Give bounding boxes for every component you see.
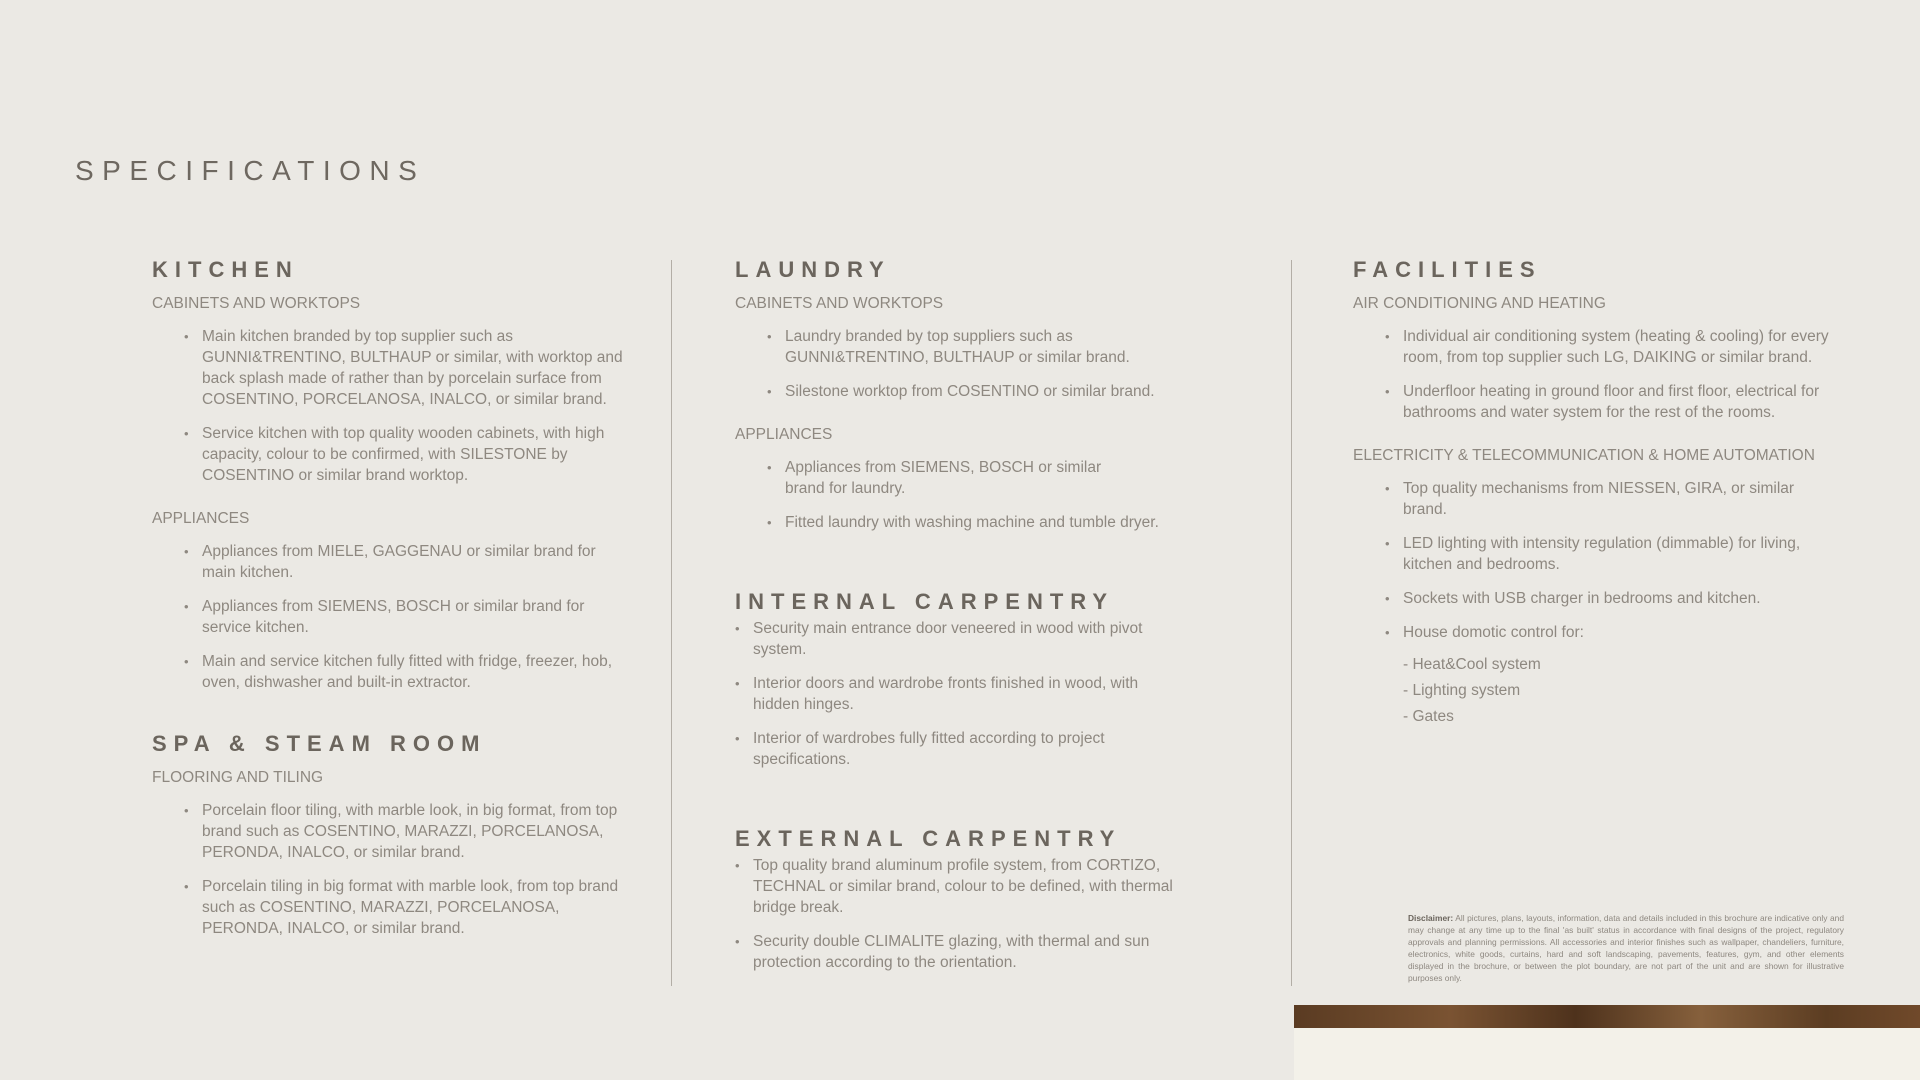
cream-panel (1294, 1028, 1920, 1080)
laundry-appliances-label: APPLIANCES (735, 426, 833, 443)
electricity-list (1353, 478, 1838, 643)
kitchen-cabinets-list (152, 326, 632, 486)
electricity-label: ELECTRICITY & TELECOMMUNICATION & HOME AUTOMATION (1353, 447, 1815, 464)
list-item: • House domotic control for: (1385, 622, 1838, 643)
laundry-appliances-list (735, 457, 1205, 533)
external-carpentry-title: EXTERNAL CARPENTRY (735, 826, 1122, 851)
list-item: • Security double CLIMALITE glazing, with thermal and sun protection according to the orientation. (735, 931, 1205, 973)
list-item: • Security main entrance door veneered in wood with pivot system. (735, 618, 1143, 660)
list-item: • Main and service kitchen fully fitted with fridge, freezer, hob, oven, dishwasher and built-in extractor. (184, 651, 632, 693)
external-carpentry-list (735, 855, 1205, 973)
column-divider (1291, 260, 1292, 986)
kitchen-appliances-list (152, 541, 632, 693)
disclaimer (1408, 912, 1844, 984)
disclaimer-text: All pictures, plans, layouts, information, data and details included in this brochure are indicative only and may change at any time up to the final 'as built' status in accordance with final designs of the project, regulatory approvals and planning permissions. All accessories and interior finishes such as wallpaper, chandeliers, furniture, electronics, white goods, curtains, hard and soft landscaping, pavements, features, gym, and other elements displayed in the brochure, or between the plot boundary, are not part of the unit and are shown for illustrative purposes only. (1408, 913, 1844, 983)
internal-carpentry-title: INTERNAL CARPENTRY (735, 589, 1115, 614)
spa-flooring-list (152, 800, 632, 939)
kitchen-title: KITCHEN (152, 257, 299, 282)
kitchen-appliances-label: APPLIANCES (152, 510, 250, 527)
column-divider (671, 260, 672, 986)
air-conditioning-label: AIR CONDITIONING AND HEATING (1353, 295, 1606, 312)
internal-carpentry-list (735, 618, 1205, 770)
page-title: SPECIFICATIONS (75, 155, 426, 186)
domotic-item: - Heat&Cool system (1403, 656, 1541, 673)
facilities-title: FACILITIES (1353, 257, 1542, 282)
domotic-list (1353, 652, 1838, 730)
list-item: • LED lighting with intensity regulation (dimmable) for living, kitchen and bedrooms. (1385, 533, 1838, 575)
list-item: • Main kitchen branded by top supplier such as GUNNI&TRENTINO, BULTHAUP or similar, with worktop and back splash made of rather than by porcelain surface from COSENTINO, PORCELANOSA, INALCO, or similar brand. (184, 326, 632, 410)
domotic-item: - Gates (1403, 708, 1454, 725)
wood-texture-strip (1294, 1005, 1920, 1028)
list-item: • Individual air conditioning system (heating & cooling) for every room, from top supplier such LG, DAIKING or similar brand. (1385, 326, 1838, 368)
list-item: • Top quality mechanisms from NIESSEN, GIRA, or similar brand. (1385, 478, 1838, 520)
list-item: • Porcelain floor tiling, with marble look, in big format, from top brand such as COSENTINO, MARAZZI, PORCELANOSA, PERONDA, INALCO, or similar brand. (184, 800, 632, 863)
domotic-item: - Lighting system (1403, 682, 1521, 699)
list-item: • Laundry branded by top suppliers such as GUNNI&TRENTINO, BULTHAUP or similar brand. (767, 326, 1145, 368)
list-item: • Underfloor heating in ground floor and first floor, electrical for bathrooms and water system for the rest of the rooms. (1385, 381, 1838, 423)
kitchen-spa-column (152, 256, 632, 952)
spa-flooring-label: FLOORING AND TILING (152, 769, 324, 786)
list-item: • Appliances from SIEMENS, BOSCH or similar brand for laundry. (767, 457, 1115, 499)
list-item: • Interior of wardrobes fully fitted according to project specifications. (735, 728, 1143, 770)
list-item: • Appliances from MIELE, GAGGENAU or similar brand for main kitchen. (184, 541, 632, 583)
laundry-cabinets-list (735, 326, 1205, 402)
laundry-carpentry-column (735, 256, 1205, 986)
air-conditioning-list (1353, 326, 1838, 423)
list-item: • Appliances from SIEMENS, BOSCH or similar brand for service kitchen. (184, 596, 632, 638)
list-item: • Fitted laundry with washing machine and tumble dryer. (767, 512, 1205, 533)
list-item: • Service kitchen with top quality wooden cabinets, with high capacity, colour to be confirmed, with SILESTONE by COSENTINO or similar brand worktop. (184, 423, 632, 486)
laundry-cabinets-label: CABINETS AND WORKTOPS (735, 295, 944, 312)
list-item: • Sockets with USB charger in bedrooms and kitchen. (1385, 588, 1838, 609)
disclaimer-label: Disclaimer: (1408, 913, 1454, 923)
list-item: • Porcelain tiling in big format with marble look, from top brand such as COSENTINO, MARAZZI, PORCELANOSA, PERONDA, INALCO, or similar brand. (184, 876, 632, 939)
list-item: • Silestone worktop from COSENTINO or similar brand. (767, 381, 1205, 402)
facilities-column (1353, 256, 1838, 730)
list-item: • Top quality brand aluminum profile system, from CORTIZO, TECHNAL or similar brand, colour to be defined, with thermal bridge break. (735, 855, 1205, 918)
spa-title: SPA & STEAM ROOM (152, 731, 487, 756)
list-item: • Interior doors and wardrobe fronts finished in wood, with hidden hinges. (735, 673, 1143, 715)
laundry-title: LAUNDRY (735, 257, 891, 282)
kitchen-cabinets-label: CABINETS AND WORKTOPS (152, 295, 361, 312)
